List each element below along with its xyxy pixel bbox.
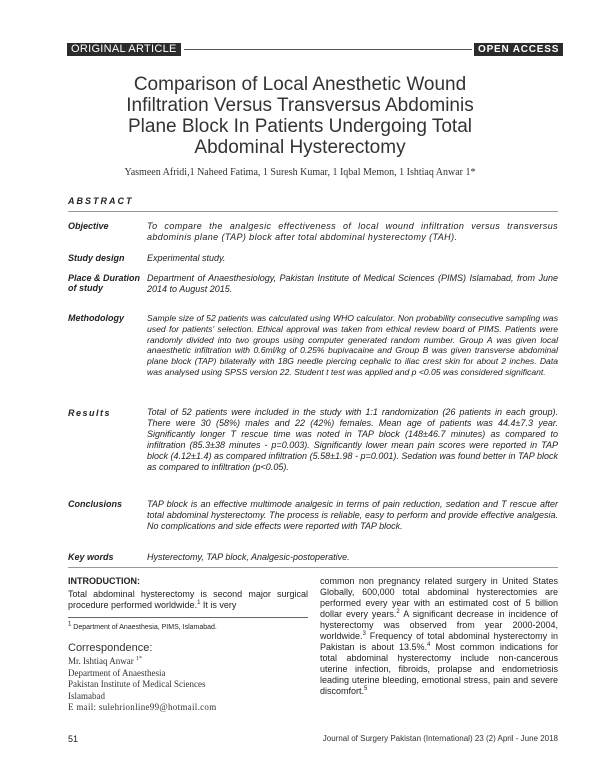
footnote-rule: [68, 617, 308, 618]
journal-footer: Journal of Surgery Pakistan (International) 23 (2) April - June 2018: [322, 734, 558, 743]
author-list: Yasmeen Afridi,1 Naheed Fatima, 1 Suresh Kumar, 1 Iqbal Memon, 1 Ishtiaq Anwar 1*: [124, 167, 476, 178]
abstract-bottom-rule: [68, 567, 558, 568]
results-label: Results: [68, 408, 112, 418]
corresponding-author: Mr. Ishtiaq Anwar: [68, 656, 134, 666]
header-rule: [184, 49, 472, 50]
intro-paragraph: common non pregnancy related surgery in United States Globally, 600,000 total abdominal hysterectomies are performed every year with an estimated cost of 5 billion dollar every years.: [320, 576, 558, 619]
intro-sentence: Total abdominal hysterectomy is second major surgical procedure performed worldwide.: [68, 589, 308, 610]
open-access-tag: OPEN ACCESS: [474, 43, 563, 56]
article-title: [60, 74, 540, 158]
introduction-continued: [320, 576, 558, 697]
title-line: Infiltration Versus Transversus Abdominis: [126, 95, 474, 116]
footnote-text: Department of Anaesthesia, PIMS, Islamabad.: [71, 624, 217, 631]
footnote-marker: 1: [68, 621, 72, 628]
title-line: Abdominal Hysterectomy: [194, 137, 406, 158]
correspondence-heading: Correspondence:: [68, 642, 153, 654]
objective-text: To compare the analgesic effectiveness of local wound infiltration versus transversus abdominis plane (TAP) block after total abdominal hysterectomy (TAH).: [147, 221, 558, 242]
results-text: Total of 52 patients were included in the study with 1:1 randomization (26 patients in each group). There were 30 (58%) males and 22 (42%) females. Mean age of patients was 44.4±7.3 year. Significantly longer T rescue time was noted in TAP block (148±46.7 minutes) as compared to infiltration (85.3±38 minutes - p=0.003). Significantly lower mean pain scores were reported in TAP block (4.12±1.4) as compared infiltration (5.58±1.98 - p=0.001). Sedation was found better in TAP block as compared to infiltration (p<0.05).: [147, 407, 558, 472]
citation: 2: [396, 609, 400, 615]
introduction-heading: INTRODUCTION:: [68, 576, 140, 586]
methodology-text: Sample size of 52 patients was calculated using WHO calculator. Non probability consecutive sampling was used for patients' selection. Ethical approval was taken from ethical review board of PIMS. Patients were randomly divided into two groups using computer generated random number. Group A was given local anaesthetic infiltration with 0.6ml/kg of 0.25% bupivacaine and Group B was given transverse abdominal plane block (TAP) bilaterally with 18G needle piercing cephalic to iliac crest skin for about 2 inches. Data was analysed using SPSS version 22. Student t test was applied and p <0.05 was considered significant.: [147, 313, 558, 377]
intro-paragraph: A significant decrease in incidence of hysterectomy was observed from year 2000-2004, worldwide.: [320, 609, 558, 641]
intro-paragraph: Frequency of total abdominal hysterectomy in Pakistan is about 13.5%.: [320, 631, 558, 652]
place-label: Place & Duration of study: [68, 273, 141, 293]
title-line: Plane Block In Patients Undergoing Total: [128, 116, 472, 137]
conclusions-label: Conclusions: [68, 499, 123, 509]
citation: 5: [364, 686, 368, 692]
correspondence-block: [68, 656, 217, 714]
methodology-label: Methodology: [68, 313, 124, 323]
article-type-tag: ORIGINAL ARTICLE: [67, 43, 181, 56]
conclusions-text: TAP block is an effective multimode analgesic in terms of pain reduction, sedation and T rescue after total abdominal hysterectomy. The process is reliable, easy to perform and provide effective analgesia. No complications and side effects were reported with TAP block.: [147, 499, 558, 531]
page-number: 51: [68, 734, 79, 744]
correspondence-department: Department of Anaesthesia: [68, 667, 166, 678]
introduction-text: [68, 589, 308, 611]
citation: 3: [362, 631, 366, 637]
objective-label: Objective: [68, 221, 109, 231]
intro-sentence-end: It is very: [200, 600, 237, 610]
citation: 1: [197, 600, 201, 606]
place-text: Department of Anaesthesiology, Pakistan Institute of Medical Sciences (PIMS) Islamabad, from June 2014 to August 2015.: [147, 273, 558, 294]
keywords-text: Hysterectomy, TAP block, Analgesic-postoperative.: [147, 552, 350, 562]
keywords-label: Key words: [68, 552, 114, 562]
design-text: Experimental study.: [147, 253, 226, 263]
affiliation-footnote: [68, 621, 217, 631]
correspondence-institute: Pakistan Institute of Medical Sciences: [68, 679, 206, 689]
citation: 4: [427, 642, 431, 648]
abstract-top-rule: [68, 211, 558, 212]
intro-paragraph: Most common indications for total abdominal hysterectomy include non-cancerous uterine infection, fibroids, prolapse and endometriosis leading uterine bleeding, emotional stress, pain and severe discomfort.: [320, 642, 559, 696]
design-label: Study design: [68, 253, 125, 263]
correspondence-city: Islamabad: [68, 690, 105, 701]
correspondence-email: E mail: sulehrionline99@hotmail.com: [68, 702, 217, 712]
abstract-heading: ABSTRACT: [68, 196, 134, 206]
author-marker: 1*: [136, 656, 142, 662]
title-line: Comparison of Local Anesthetic Wound: [133, 74, 467, 95]
